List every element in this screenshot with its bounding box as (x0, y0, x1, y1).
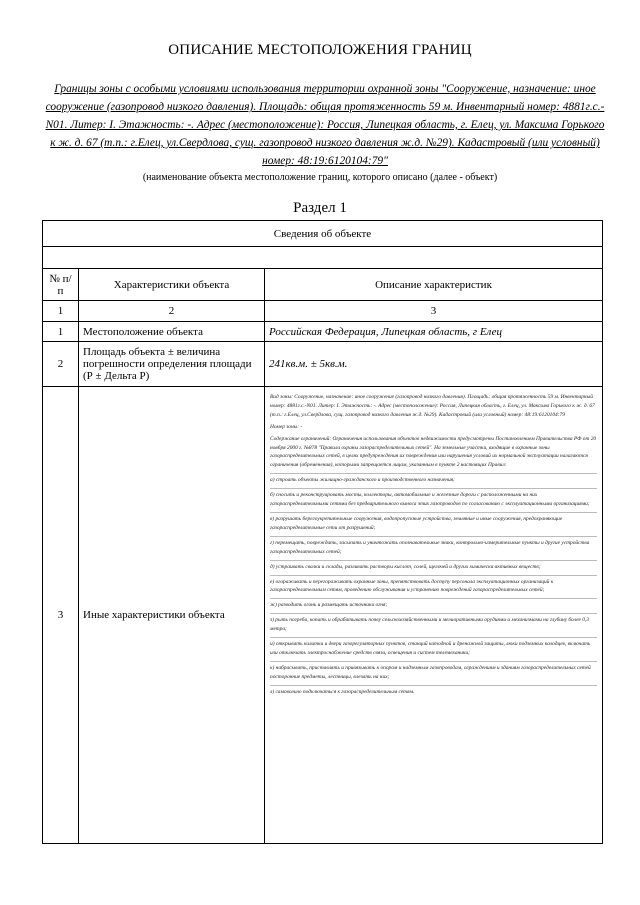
detail-paragraph: Номер зоны: - (270, 423, 303, 430)
table-row (43, 322, 603, 342)
col-number-3: 3 (265, 301, 603, 322)
table-title: Сведения об объекте (43, 221, 603, 247)
document-title: ОПИСАНИЕ МЕСТОПОЛОЖЕНИЯ ГРАНИЦ (168, 42, 472, 58)
row-value: Российская Федерация, Липецкая область, г Елец (265, 322, 603, 342)
detail-paragraph: Содержание ограничений: Ограничения использования объектов недвижимости предусмотрены Постановлением Правительства РФ от 20 ноября 2000 г. №878 "Правила охраны газораспределительных сетей". На земельные участки, входящие в охранные зоны газораспределительных сетей, в целях предупреждения их повреждения или нарушения условий их нормальной эксплуатации налагаются ограничения (обременения), которыми запрещается лицам, указанным в пункте 2 настоящих Правил: (270, 435, 597, 469)
detail-paragraph: з) рыть погреба, копать и обрабатывать почву сельскохозяйственными и мелиоративными орудиями и механизмами на глубину более 0,3 метра; (270, 613, 597, 634)
detail-paragraph: и) открывать калитки и двери газорегуляторных пунктов, станций катодной и дренажной защиты, люки подземных колодцев, включать или отключать электроснабжение средств связи, освещения и систем телемеханики; (270, 637, 597, 658)
col-number-1: 1 (43, 301, 79, 322)
table-row (43, 387, 603, 844)
object-info-table (42, 220, 603, 844)
detail-paragraph: а) строить объекты жилищно-гражданского и производственного назначения; (270, 473, 597, 485)
detail-paragraph: б) сносить и реконструировать мосты, коллекторы, автомобильные и железные дороги с расположенными на них газораспределительными сетями без предварительного выноса этих газопроводов по согласованию с эксплуатационными организациями; (270, 488, 597, 509)
row-name: Местоположение объекта (79, 322, 265, 342)
detail-paragraph: г) перемещать, повреждать, засыпать и уничтожать опознавательные знаки, контрольно-измерительные пункты и другие устройства газораспределительных сетей; (270, 536, 597, 557)
detail-paragraph: к) набрасывать, приставлять и привязывать к опорам и надземным газопроводам, ограждениям и зданиям газораспределительных сетей посторонние предметы, лестницы, влезать на них; (270, 661, 597, 682)
table-title-row (43, 221, 603, 247)
header-description: Описание характеристик (265, 269, 603, 301)
column-number-row (43, 301, 603, 322)
row-num: 1 (43, 322, 79, 342)
table-empty-row (43, 247, 603, 269)
detail-paragraph: Вид зоны: Сооружение, назначение: иное сооружение (газопровод низкого давления). Площадь: общая протяженность 59 м. Инвентарный номер: 4881г.с.-N01. Литер: I. Этажность: -. Адрес (местоположение): Россия, Липецкая область, г. Елец, ул. Максима Горького к ж. д. 67 (т.п.: г.Елец, ул.Свердлова, сущ. газопровод низкого давления ж.д. №29). Кадастровый (или условный) номер: 48:19:6120104:79 (270, 394, 595, 418)
detail-paragraph: е) огораживать и перегораживать охранные зоны, препятствовать доступу персонала эксплуатационных организаций к газораспределительным сетям, проведению обслуживания и устранению повреждений газораспределительных сетей; (270, 575, 597, 596)
detail-paragraph: в) разрушать берегоукрепительные сооружения, водопропускные устройства, земляные и иные сооружения, предохраняющие газораспределительные сети от разрушений; (270, 512, 597, 533)
row-num: 3 (43, 387, 79, 844)
zone-description: Границы зоны с особыми условиями использования территории охранной зоны "Сооружение, назначение: иное сооружение (газопровод низкого давления). Площадь: общая протяженность 59 м. Инвентарный номер: 4881г.с.-N01. Литер: I. Этажность: -. Адрес (местоположение): Россия, Липецкая область, г. Елец, ул. Максима Горького к ж. д. 67 (т.п.: г.Елец, ул.Свердлова, сущ. газопровод низкого давления ж.д. №29). Кадастровый (или условный) номер: 48:19:6120104:79" (45, 83, 605, 167)
detail-paragraph: л) самовольно подключаться к газораспределительным сетям. (270, 685, 597, 697)
row-name: Площадь объекта ± величина погрешности определения площади (Р ± Дельта Р) (79, 342, 265, 387)
detail-paragraph: д) устраивать свалки и склады, разливать растворы кислот, солей, щелочей и других химически активных веществ; (270, 560, 597, 572)
other-characteristics-text (265, 387, 603, 844)
section-title: Раздел 1 (293, 200, 347, 216)
table-header-row (43, 269, 603, 301)
header-characteristic: Характеристики объекта (79, 269, 265, 301)
row-value: 241кв.м. ± 5кв.м. (265, 342, 603, 387)
row-num: 2 (43, 342, 79, 387)
header-num: № п/п (43, 269, 79, 301)
object-caption: (наименование объекта местоположение границ, которого описано (далее - объект) (142, 172, 498, 183)
table-row (43, 342, 603, 387)
empty-cell (43, 247, 603, 269)
detail-paragraph: ж) разводить огонь и размещать источники огня; (270, 598, 597, 610)
row-name: Иные характеристики объекта (79, 387, 265, 844)
col-number-2: 2 (79, 301, 265, 322)
